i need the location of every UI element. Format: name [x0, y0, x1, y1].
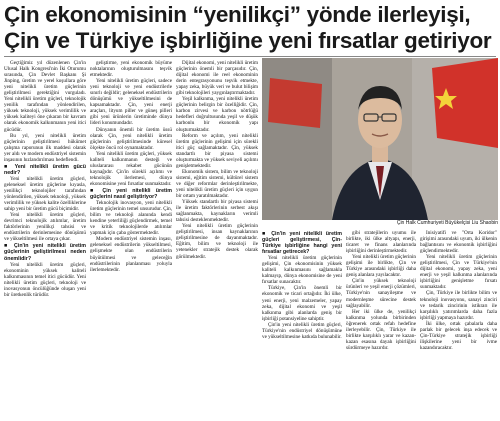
paragraph: Her iki ülke de, yenilikçi kalkınma yolunda birbirinden öğrenerek ortak refah hedefine ilerleyebilir. Çin, Türkiye ile birlikte karşılıklı yarar ve kazan-kazan esasına dayalı işbirliğini sürdürmeye hazırdır. [346, 308, 416, 351]
paragraph: geliştirme, yeni ekonomik büyüme noktalarının oluşturulmasını teşvik etmektedir. [90, 60, 172, 79]
paragraph: Geçtiğimiz yıl düzenlenen Çin'in Ulusal Halk Kongresi'nin İki Oturumu sırasında, Çin Devlet Başkanı Şi Jinping, üretim ve yerel koşullara göre yeni nitelikli üretim güçlerinin geliştirilmesi gerektiğini vurguladı. Yeni nitelikli üretim güçleri, teknolojik yenilik tarafından yönlendirilen, yüksek teknoloji, yüksek verimlilik ve yüksek kaliteyi öne çıkaran bir kavram olarak ekonomik kalkınmanın yeni itici gücüdür. [4, 60, 86, 133]
paragraph: Teknolojik inovasyon, yeni nitelikli üretim güçlerinin temel unsurudur. Çin, bilim ve teknoloji alanında kendi kendine yeterliliği güçlendirmek, temel ve kritik teknolojilerde atılımlar yapmak için çaba göstermektedir. [90, 200, 172, 237]
paragraph: Yeni nitelikli üretim güçlerinin geliştirilmesi, Çin ve Türkiye'nin dijital ekonomi, yapay zeka, yeni enerji ve yeşil kalkınma alanlarında işbirliğini genişletme fırsatı sunmaktadır. [420, 254, 497, 291]
article-column-4 [262, 230, 342, 420]
paragraph: Yeni nitelikli üretim güçleri, geleneksel üretim güçlerine kıyasla, yenilikçi teknolojiler tarafından yönlendirilen, yüksek teknoloji, yüksek verimlilik ve yüksek kalite özelliklerine sahip yeni bir üretim gücü biçimidir. [4, 175, 86, 213]
paragraph: Yeni nitelikli üretim güçleri, yüksek kaliteli kalkınmanın desteği ve uluslararası rekabet gücünün kaynağıdır. Çin'in sürekli açılımı ve teknolojik ilerlemesi, dünya ekonomisine yeni fırsatlar sunmaktadır. [90, 150, 172, 187]
paragraph: Çin'in yeni nitelikli üretim güçleri, Türkiye'nin endüstriyel dönüşümüne ve yükseltilmesine katkıda bulunabilir. [262, 321, 342, 340]
paragraph: Ekonomik sistem, bilim ve teknoloji sistemi, eğitim sistemi, kültürel sistem ve diğer reformlar derinleştirilmekte, yeni nitelikli üretim güçleri için uygun bir ortam yaratılmaktadır. [176, 168, 258, 200]
paragraph: Yüksek standartlı bir piyasa sistemi ile üretim faktörlerinin serbest akışı sağlanmakta, kaynakların verimli tahsisi desteklenmektedir. [176, 199, 258, 224]
subheading: ■ Çin'in yeni nitelikli üretim güçlerinin geliştirilmesi neden önemlidir? [4, 243, 86, 262]
article-column-2 [90, 60, 172, 420]
article-column-6 [420, 230, 497, 420]
paragraph: İnisiyatifi ve "Orta Koridor" girişimi arasındaki uyum, iki ülkenin bağlantısını ve ekonomik işbirliğini güçlendirmektedir. [420, 230, 497, 255]
subheading: ■ Yeni nitelikli üretim gücü nedir? [4, 163, 86, 176]
headline-line-1: Çin ekonomisinin “yenilikçi” yönde ilerleyişi, [4, 2, 471, 27]
article-column-3 [176, 60, 258, 420]
paragraph: Yeni nitelikli üretim güçleri, devrimci teknolojik atılımlar, üretim faktörlerinin yenilikçi tahsisi ve endüstrilerin derinlemesine dönüşümü ve yükseltilmesi ile ortaya çıkar. [4, 212, 86, 243]
subheading: ■ Çin'in yeni nitelikli üretim güçleri geliştirmesi, Çin-Türkiye işbirliğine hangi yeni fırsatlar getirecek? [262, 231, 342, 256]
paragraph: Yeni nitelikli üretim güçlerinin gelişimi, Çin ekonomisinin yüksek kaliteli kalkınmasını sağlamakla kalmayıp, dünya ekonomisine de yeni fırsatlar sunacaktır. [262, 255, 342, 286]
paragraph: Dünyanın önemli bir üretim üssü olarak Çin, yeni nitelikli üretim güçlerinin geliştirilmesinde küresel ölçekte öncü rol oynamaktadır. [90, 126, 172, 151]
paragraph: İki ülke, ortak çabalarla daha parlak bir gelecek inşa edecek ve Çin-Türkiye stratejik işbirliği ilişkilerine yeni bir ivme kazandıracaktır. [420, 320, 497, 351]
headline-rule [4, 56, 496, 57]
paragraph: Yeni nitelikli üretim güçlerinin gelişimi ile birlikte, Çin ve Türkiye arasındaki işbirliği daha geniş alanlara yayılacaktır. [346, 254, 416, 279]
paragraph: Çin'in yüksek teknoloji ürünleri ve yeşil enerji çözümleri, Türkiye'nin sanayileşme ve modernleşme sürecine destek sağlayabilir. [346, 278, 416, 309]
paragraph: Yeşil kalkınma, yeni nitelikli üretim güçlerinin belirgin bir özelliğidir. Çin, karbon zirvesi ve karbon nötrlüğü hedefleri doğrultusunda yeşil ve düşük karbonlu bir ekonomik yapı oluşturmaktadır. [176, 96, 258, 133]
paragraph: gibi stratejilerin uyumu ile birlikte, iki ülke altyapı, enerji, ticaret ve finans alanlarında işbirliğini derinleştirmektedir. [346, 230, 416, 255]
article-column-1 [4, 60, 86, 420]
paragraph: Modern endüstriyel sistemin inşası, geleneksel endüstrilerin yükseltilmesi, gelişmekte olan endüstrilerin büyütülmesi ve geleceğin endüstrilerinin planlanması yoluyla ilerlemektedir. [90, 236, 172, 273]
paragraph: Reform ve açılım, yeni nitelikli üretim güçlerinin gelişimi için sürekli itici güç sağlamaktadır. Çin, yüksek standartlı bir piyasa sistemi oluşturmakta ve yüksek seviyeli açılımı genişletmektedir. [176, 132, 258, 169]
paragraph: Çin, Türkiye ile birlikte bilim ve teknoloji inovasyonu, sanayi zinciri ve tedarik zincirinin istikrarı ile karşılıklı yatırımlarda daha fazla işbirliği yapmaya hazırdır. [420, 290, 497, 321]
headline-line-2: Çin ve Türkiye işbirliğine yeni fırsatlar getiriyor [4, 28, 492, 53]
photo-caption: Çin Halk Cumhuriyeti Büyükelçisi Liu Shaobin [396, 220, 498, 226]
paragraph: Yeni nitelikli üretim güçlerinin geliştirilmesi, insan kaynaklarının geliştirilmesine de dayanmaktadır. Eğitim, bilim ve teknoloji ile yetenekler stratejik destek olarak görülmektedir. [176, 223, 258, 260]
subheading: ■ Çin yeni nitelikli üretim güçlerini nasıl geliştiriyor? [90, 187, 172, 201]
paragraph: Dijital ekonomi, yeni nitelikli üretim güçlerinin önemli bir parçasıdır. Çin, dijital ekonomi ile reel ekonominin derin entegrasyonunu teşvik etmekte, yapay zeka, büyük veri ve bulut bilişim gibi teknolojileri yaygınlaştırmaktadır. [176, 60, 258, 97]
paragraph: Türkiye, Çin'in önemli bir ekonomik ve ticari ortağıdır. İki ülke, yeni enerji, yeni malzemeler, yapay zeka, dijital ekonomi ve yeşil kalkınma gibi alanlarda geniş bir işbirliği potansiyeline sahiptir. [262, 285, 342, 322]
paragraph: Bu yıl, yeni nitelikli üretim güçlerinin geliştirilmesi hükümet çalışma raporunun ilk maddesi olarak yer aldı ve modern endüstriyel sistemin inşasının hızlandırılması hedeflendi. [4, 132, 86, 163]
paragraph: Yeni nitelikli üretim güçleri, ekonominin yüksek kaliteli kalkınmasının temel itici gücüdür. Yeni nitelikli üretim güçleri, teknoloji ve inovasyonun öncülüğünde oluşan yeni bir üretkenlik türüdür. [4, 261, 86, 298]
paragraph: Yeni nitelikli üretim güçleri, sadece yeni teknoloji ve yeni endüstrilerle sınırlı değildir; geleneksel endüstrilerin dönüşümü ve yükseltilmesini de kapsamaktadır. Çin, yeni enerji araçları, lityum piller ve güneş pilleri gibi yeni ürünlerin üretiminde dünya lideri konumundadır. [90, 78, 172, 127]
article-column-5 [346, 230, 416, 420]
ambassador-photo [262, 58, 498, 220]
